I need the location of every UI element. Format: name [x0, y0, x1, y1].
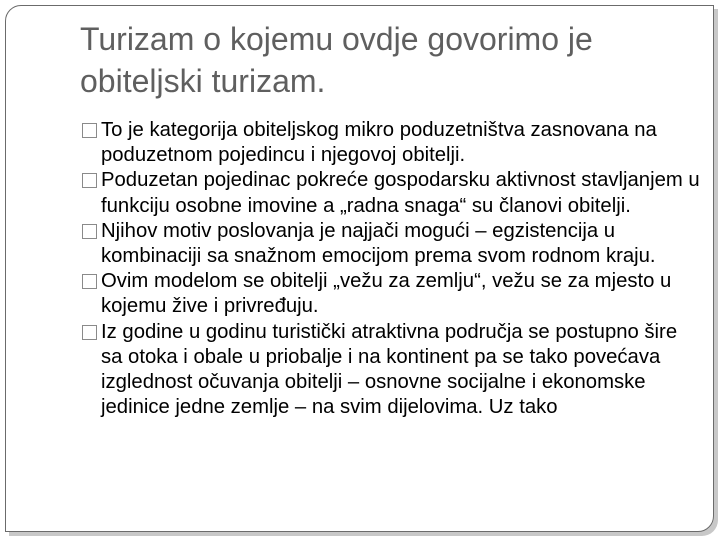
bullet-item: [80, 118, 700, 168]
slide-title: Turizam o kojemu ovdje govorimo je obiteljski turizam.: [80, 21, 593, 99]
bullet-text: Iz godine u godinu turistički atraktivna područja se postupno šire sa otoka i obale u priobalje i na kontinent pa se tako povećava izglednost očuvanja obitelji – osnovne socijalne i ekonomske jedinice jedne zemlje – na svim dijelovima. Uz tako: [101, 320, 678, 419]
checkbox-square-icon: [82, 325, 97, 340]
bullet-item: [80, 168, 700, 218]
bullet-item: [80, 269, 700, 319]
bullet-text: Njihov motiv poslovanja je najjači mogući – egzistencija u kombinaciji sa snažnom emocijom prema svom rodnom kraju.: [101, 219, 656, 268]
bullet-item: [80, 320, 700, 421]
bullet-text: Poduzetan pojedinac pokreće gospodarsku aktivnost stavljanjem u funkciju osobne imovine a „radna snaga“ su članovi obitelji.: [101, 169, 700, 217]
checkbox-square-icon: [82, 224, 97, 239]
bullet-text: To je kategorija obiteljskog mikro poduzetništva zasnovana na poduzetnom pojedincu i njegovoj obitelji.: [101, 119, 657, 167]
bullet-list: [80, 118, 700, 420]
bullet-text: Ovim modelom se obitelji „vežu za zemlju“, vežu se za mjesto u kojemu žive i privređuju.: [101, 270, 672, 318]
checkbox-square-icon: [82, 274, 97, 289]
bullet-item: [80, 219, 700, 269]
slide-content: [80, 118, 700, 532]
checkbox-square-icon: [82, 123, 97, 138]
checkbox-square-icon: [82, 173, 97, 188]
